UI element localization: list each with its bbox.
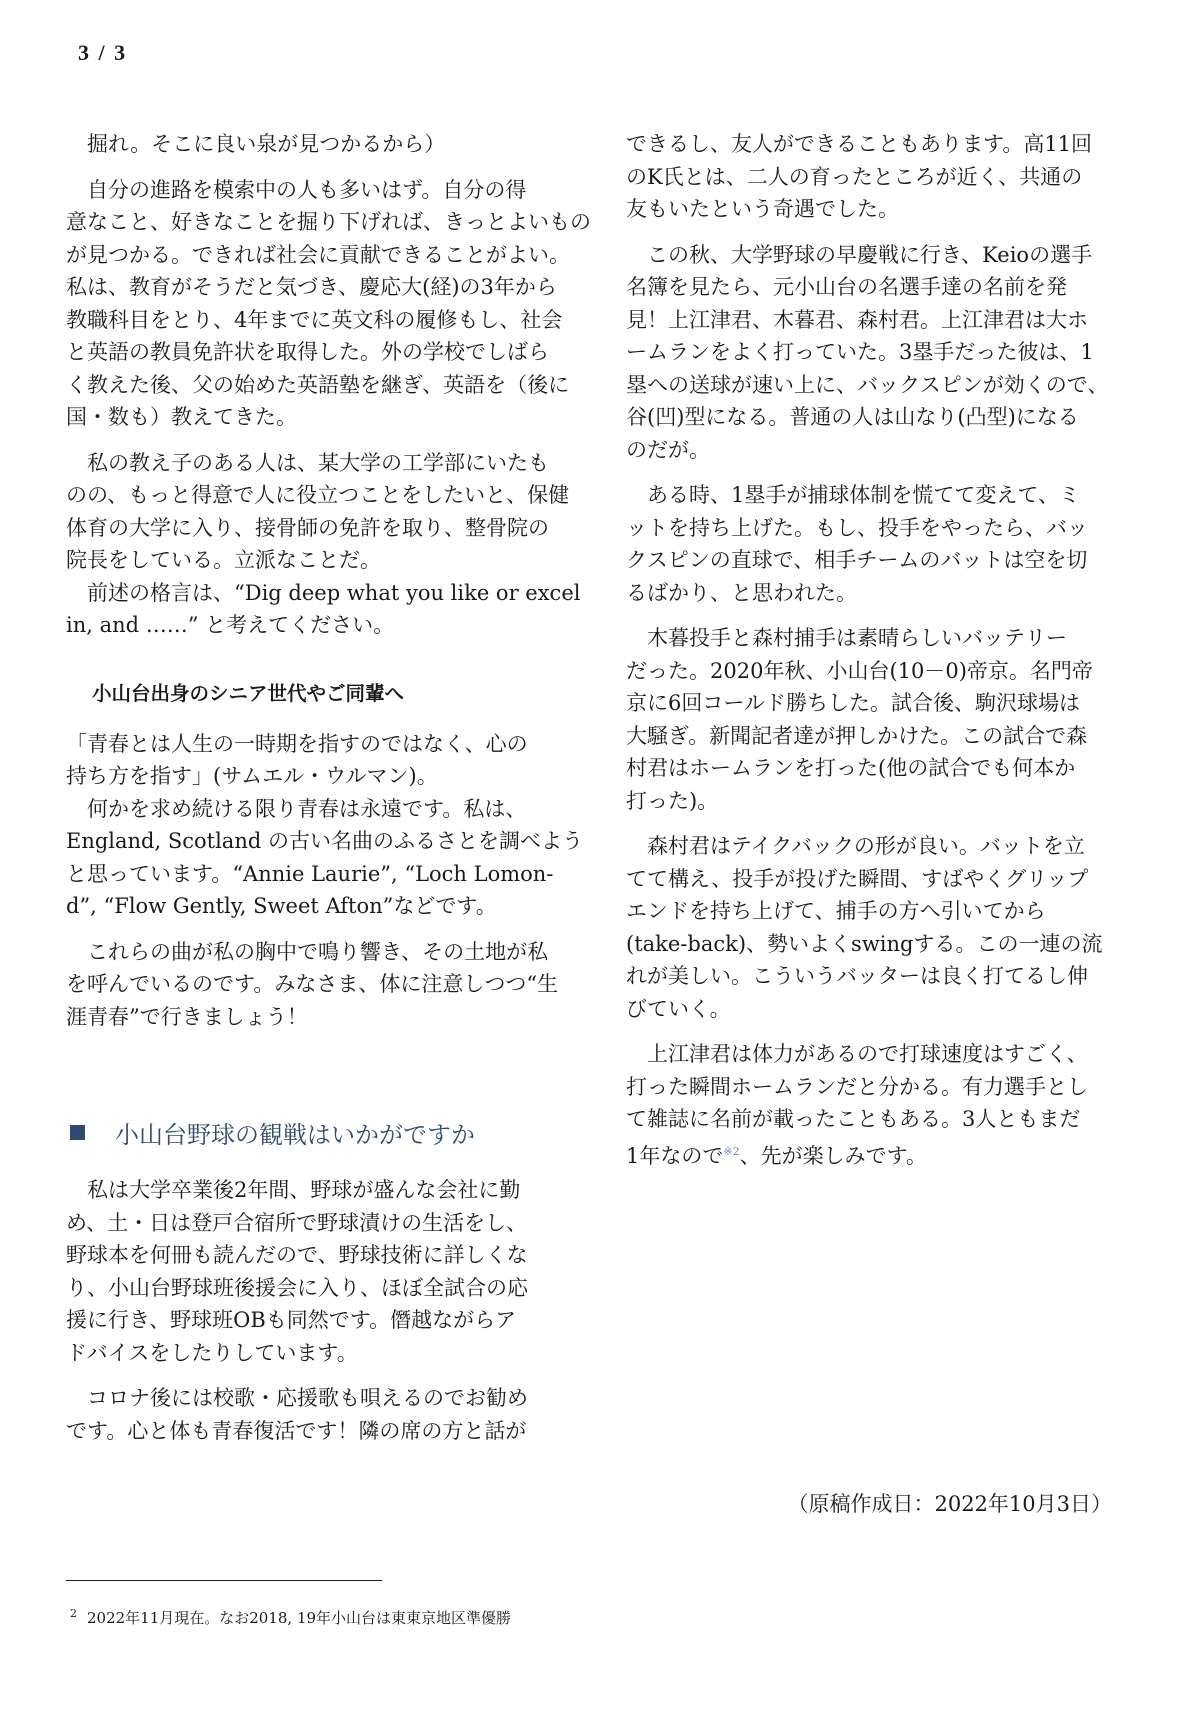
section-title: 小山台野球の観戦はいかがですか [115, 1121, 475, 1149]
paragraph-line: 谷(凹)型になる。普通の人は山なり(凸型)になる [626, 405, 1079, 429]
paragraph-line: クスピンの直球で、相手チームのバットは空を切 [626, 548, 1088, 572]
paragraph-line: 打った瞬間ホームランだと分かる。有力選手とし [626, 1074, 1088, 1099]
paragraph-line: て雑誌に名前が載ったこともある。3人ともまだ [626, 1107, 1081, 1131]
paragraph [66, 728, 576, 793]
paragraph-line: 野球本を何冊も読んだので、野球技術に詳しくな [66, 1243, 528, 1267]
paragraph-line: のの、もっと得意で人に役立つことをしたいと、保健 [66, 483, 570, 507]
paragraph-line: 援に行き、野球班OBも同然です。僭越ながらア [66, 1308, 517, 1332]
page-number: 3 / 3 [78, 40, 128, 65]
subheading: 小山台出身のシニア世代やご同輩へ [92, 681, 405, 705]
paragraph-line: (take-back)、勢いよくswingする。この一連の流 [626, 931, 1103, 956]
paragraph-line: を呼んでいるのです。みなさま、体に注意しつつ“生 [66, 972, 559, 996]
footnote-text: 2022年11月現在。なお2018, 19年小山台は東東京地区準優勝 [87, 1609, 512, 1627]
paragraph-line: 私は大学卒業後2年間、野球が盛んな会社に勤 [66, 1178, 521, 1202]
paragraph-line: できるし、友人ができることもあります。高11回 [626, 132, 1093, 156]
paragraph-line: in, and ……” と考えてください。 [66, 613, 395, 637]
paragraph-line: この秋、大学野球の早慶戦に行き、Keioの選手 [626, 242, 1093, 267]
right-column [626, 128, 1136, 1185]
paragraph [66, 447, 576, 577]
paragraph-line: と思っています。“Annie Laurie”, “Loch Lomon- [66, 861, 554, 886]
paragraph [66, 793, 583, 923]
paragraph-line: るばかり、と思われた。 [626, 580, 857, 605]
paragraph-line: 国・数も）教えてきた。 [66, 405, 297, 429]
paragraph [626, 239, 1136, 467]
paragraph [626, 479, 1136, 609]
paragraph-line: 塁への送球が速い上に、バックスピンが効くので、 [626, 372, 1109, 397]
paragraph [66, 1174, 576, 1369]
square-bullet-icon [70, 1125, 85, 1140]
paragraph [66, 174, 591, 434]
paragraph-line: 私は、教育がそうだと気づき、慶応大(経)の3年から [66, 275, 557, 299]
paragraph-line: 意なこと、好きなことを掘り下げれば、きっとよいもの [66, 210, 591, 234]
paragraph [626, 830, 1136, 1025]
paragraph-line: 院長をしている。立派なことだ。 [66, 548, 381, 572]
paragraph-line: め、土・日は登戸合宿所で野球漬けの生活をし、 [66, 1210, 528, 1235]
manuscript-date: （原稿作成日：2022年10月3日） [787, 1492, 1112, 1516]
paragraph-line: だった。2020年秋、小山台(10－0)帝京。名門帝 [626, 658, 1093, 683]
paragraph-line: です。心と体も青春復活です！隣の席の方と話が [66, 1418, 527, 1443]
paragraph-line: 友もいたという奇遇でした。 [626, 197, 899, 221]
paragraph-line: が見つかる。できれば社会に貢献できることがよい。 [66, 242, 570, 267]
paragraph-line: これらの曲が私の胸中で鳴り響き、その土地が私 [66, 939, 549, 964]
paragraph-line: 打った)。 [626, 788, 719, 813]
paragraph-line: 上江津君は体力があるので打球速度はすごく、 [626, 1042, 1088, 1066]
paragraph-line: 村君はホームランを打った(他の試合でも何本か [626, 756, 1076, 780]
paragraph-line: 自分の進路を模索中の人も多いはず。自分の得 [66, 177, 527, 202]
paragraph-line: ットを持ち上げた。もし、投手をやったら、バッ [626, 515, 1088, 540]
paragraph [66, 936, 576, 1034]
paragraph-line: のK氏とは、二人の育ったところが近く、共通の [626, 164, 1083, 189]
paragraph-line: 木暮投手と森村捕手は素晴らしいバッテリー [626, 626, 1067, 650]
footnote [70, 1604, 511, 1628]
section-heading [70, 1115, 576, 1150]
paragraph-line: 体育の大学に入り、接骨師の免許を取り、整骨院の [66, 515, 549, 540]
left-column [66, 128, 591, 1460]
paragraph-line: コロナ後には校歌・応援歌も唄えるのでお勧め [66, 1386, 528, 1410]
paragraph-line: 「青春とは人生の一時期を指すのではなく、心の [66, 731, 528, 756]
paragraph-line: d”, “Flow Gently, Sweet Afton”などです。 [66, 894, 497, 918]
paragraph-line: ある時、1塁手が捕球体制を慌てて変えて、ミ [626, 483, 1080, 507]
paragraph-line: エンドを持ち上げて、捕手の方へ引いてから [626, 899, 1046, 923]
paragraph-line: 私の教え子のある人は、某大学の工学部にいたも [66, 450, 549, 475]
paragraph-line: 涯青春”で行きましょう！ [66, 1004, 308, 1029]
paragraph [626, 1038, 1136, 1172]
paragraph-line: 1年なので$^{※2}$、先が楽しみです。 [626, 1143, 927, 1168]
paragraph-line: 何かを求め続ける限り青春は永遠です。私は、 [66, 796, 527, 821]
footnote-mark: 2 [70, 1607, 77, 1620]
paragraph [66, 1382, 576, 1447]
paragraph-line: びていく。 [626, 996, 731, 1021]
paragraph [66, 128, 576, 161]
footnote-divider [66, 1580, 382, 1581]
paragraph [626, 128, 1136, 226]
paragraph [626, 622, 1136, 817]
paragraph-line: 前述の格言は、“Dig deep what you like or excel [66, 580, 581, 605]
paragraph-line: ドバイスをしたりしています。 [66, 1340, 358, 1365]
paragraph-line: England, Scotland の古い名曲のふるさとを調べよう [66, 829, 583, 853]
paragraph-line: 掘れ。そこに良い泉が見つかるから） [66, 132, 446, 156]
paragraph-line: 森村君はテイクバックの形が良い。バットを立 [626, 834, 1085, 858]
paragraph-line: 大騒ぎ。新聞記者達が押しかけた。この試合で森 [626, 723, 1088, 748]
paragraph-line: 京に6回コールド勝ちした。試合後、駒沢球場は [626, 691, 1080, 715]
paragraph-line: ームランをよく打っていた。3塁手だった彼は、1 [626, 340, 1094, 364]
paragraph [66, 577, 581, 642]
paragraph-line: と英語の教員免許状を取得した。外の学校でしばら [66, 340, 549, 364]
paragraph-line: 教職科目をとり、4年までに英文科の履修もし、社会 [66, 307, 563, 332]
paragraph-line: 見！上江津君、木暮君、森村君。上江津君は大ホ [626, 307, 1088, 332]
paragraph-line: 名簿を見たら、元小山台の名選手達の名前を発 [626, 275, 1067, 299]
paragraph-line: てて構え、投手が投げた瞬間、すばやくグリップ [626, 866, 1089, 891]
paragraph-line: り、小山台野球班後援会に入り、ほぼ全試合の応 [66, 1275, 528, 1300]
paragraph-line: のだが。 [626, 437, 710, 462]
paragraph-line: 持ち方を指す」(サムエル・ウルマン)。 [66, 764, 438, 788]
paragraph-line: れが美しい。こういうバッターは良く打てるし伸 [626, 964, 1088, 988]
paragraph-line: く教えた後、父の始めた英語塾を継ぎ、英語を（後に [66, 372, 570, 397]
footnote-reference[interactable]: ※2 [723, 1144, 740, 1158]
